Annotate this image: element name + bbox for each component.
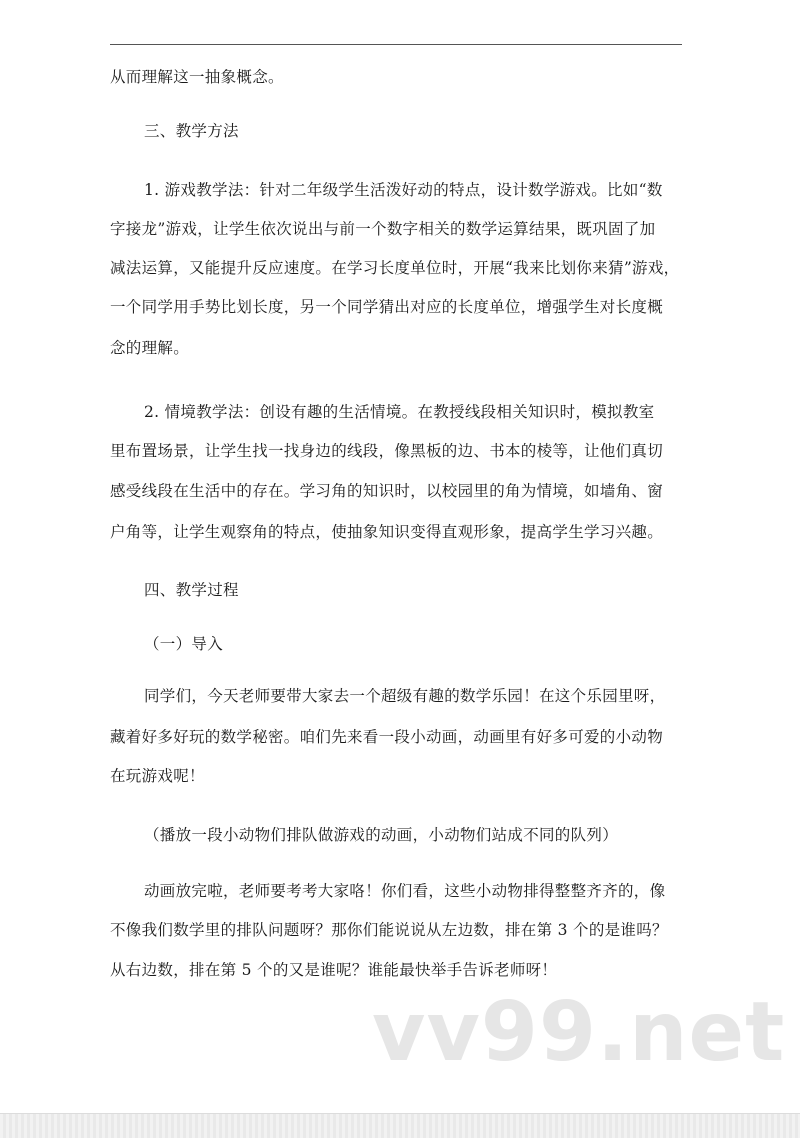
text-line: 1. 游戏教学法：针对二年级学生活泼好动的特点，设计数学游戏。比如“数 [144, 181, 663, 199]
text-line: 一个同学用手势比划长度，另一个同学猜出对应的长度单位，增强学生对长度概 [110, 298, 664, 316]
text-line: 动画放完啦，老师要考考大家咯！你们看，这些小动物排得整整齐齐的，像 [144, 882, 666, 900]
section-heading: 三、教学方法 [144, 122, 239, 140]
watermark: vv99.net [372, 985, 786, 1080]
text-line: 字接龙”游戏，让学生依次说出与前一个数字相关的数学运算结果，既巩固了加 [110, 220, 656, 238]
text-line: 从而理解这一抽象概念。 [110, 68, 284, 86]
text-line: （播放一段小动物们排队做游戏的动画，小动物们站成不同的队列） [144, 826, 619, 844]
section-heading: 四、教学过程 [144, 581, 239, 599]
text-line: 不像我们数学里的排队问题呀？那你们能说说从左边数，排在第 3 个的是谁吗？ [110, 921, 668, 939]
text-line: 从右边数，排在第 5 个的又是谁呢？谁能最快举手告诉老师呀！ [110, 961, 558, 979]
subsection-heading: （一）导入 [144, 635, 224, 653]
text-line: 藏着好多好玩的数学秘密。咱们先来看一段小动画，动画里有好多可爱的小动物 [110, 728, 664, 746]
text-line: 2. 情境教学法：创设有趣的生活情境。在教授线段相关知识时，模拟教室 [144, 403, 655, 421]
text-line: 里布置场景，让学生找一找身边的线段，像黑板的边、书本的棱等，让他们真切 [110, 442, 664, 460]
text-line: 念的理解。 [110, 339, 190, 357]
page-bottom-edge [0, 1113, 800, 1138]
header-rule [110, 44, 682, 45]
text-line: 同学们，今天老师要带大家去一个超级有趣的数学乐园！在这个乐园里呀， [144, 687, 666, 705]
text-line: 减法运算，又能提升反应速度。在学习长度单位时，开展“我来比划你来猜”游戏， [110, 259, 680, 277]
text-line: 感受线段在生活中的存在。学习角的知识时，以校园里的角为情境，如墙角、窗 [110, 482, 664, 500]
text-line: 户角等，让学生观察角的特点，使抽象知识变得直观形象，提高学生学习兴趣。 [110, 523, 664, 541]
text-line: 在玩游戏呢！ [110, 767, 205, 785]
